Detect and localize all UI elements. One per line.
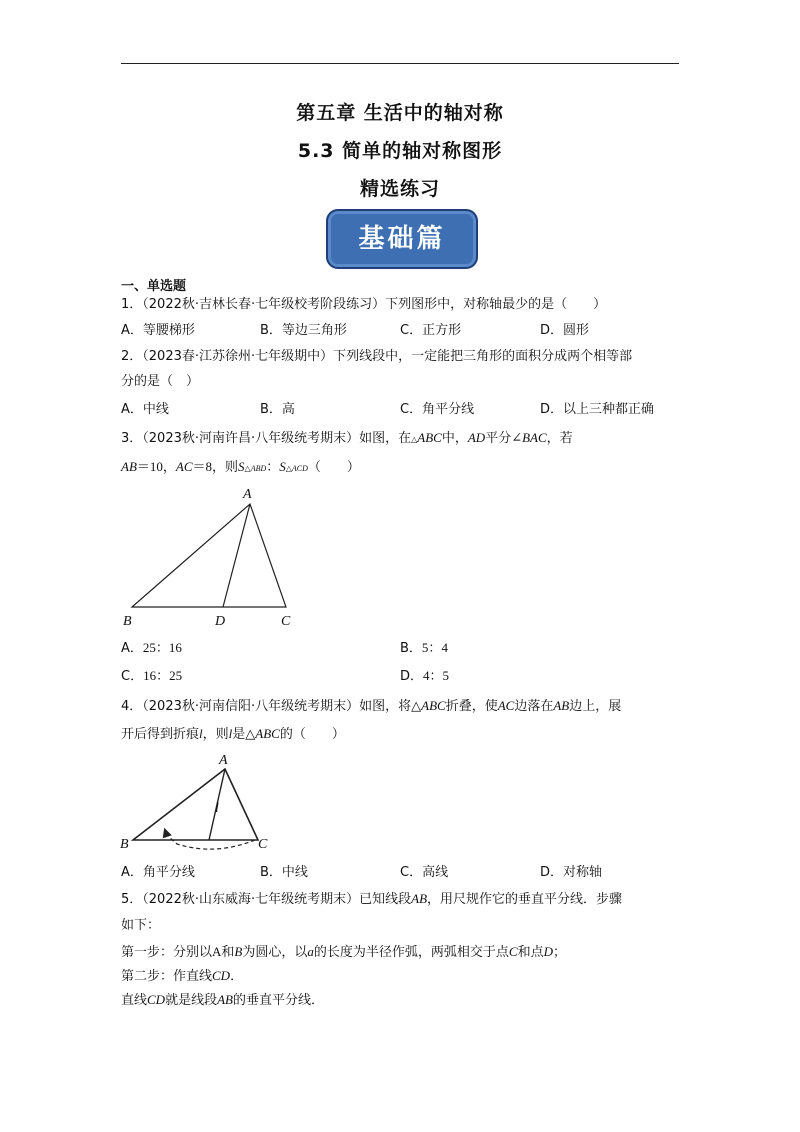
line-cd: CD — [212, 968, 231, 983]
option-left: 16 — [143, 668, 157, 683]
text: 为圆心，以 — [242, 945, 308, 960]
q3-stem-mid: 中， — [441, 431, 468, 446]
q3-stem-mid2: 平分 — [485, 431, 512, 446]
q5-step2 — [121, 967, 243, 986]
q3-angle: ∠BAC — [511, 430, 547, 445]
q2-option-a: A．中线 — [121, 402, 169, 417]
q1-option-d: D．圆形 — [540, 323, 590, 338]
q3-s2: S — [279, 459, 286, 474]
q3-stem-prefix: 3．（2023秋·河南许昌·八年级统考期末）如图，在 — [121, 431, 412, 446]
option-right: 25 — [169, 668, 183, 683]
q5-stem-line1 — [121, 890, 622, 909]
q4-l2-tri: △ABC — [245, 726, 280, 741]
q4-option-d: D．对称轴 — [540, 865, 603, 880]
option-sep: ： — [428, 641, 442, 656]
option-sep: ： — [429, 669, 443, 684]
q4-l2-prefix: 开后得到折痕 — [121, 727, 200, 742]
label-b: B — [120, 837, 129, 852]
chapter-title: 第五章 生活中的轴对称 — [296, 102, 504, 124]
option-letter: D． — [400, 669, 424, 684]
q3-eq1: ＝10， — [136, 459, 176, 474]
point-d: D — [543, 944, 553, 959]
text: 直线 — [121, 993, 148, 1008]
q3-stem-line2 — [121, 458, 360, 478]
q2-option-b: B．高 — [260, 402, 295, 417]
q4-prefix: 4．（2023秋·河南信阳·八年级统考期末）如图，将 — [121, 699, 412, 714]
q3-option-a — [121, 639, 182, 658]
triangle-abc — [133, 769, 258, 840]
text: 第二步：作直线 — [121, 969, 213, 984]
line-cd: CD — [147, 992, 166, 1007]
label-d: D — [215, 614, 226, 629]
option-left: 5 — [421, 640, 429, 655]
text: ． — [230, 969, 244, 984]
option-left: 4 — [423, 668, 430, 683]
text: 第一步：分别以 — [121, 945, 213, 960]
q4-stem-line2 — [121, 725, 345, 744]
option-right: 5 — [442, 668, 450, 683]
q4-option-a: A．角平分线 — [121, 865, 195, 880]
q4-mid2: 边落在 — [514, 699, 554, 714]
q5-stem-line2: 如下： — [121, 918, 161, 933]
q3-option-c — [121, 667, 182, 686]
q4-l2-end: 的（ ） — [279, 727, 345, 742]
point-a: A — [212, 944, 222, 959]
q3-option-b — [400, 639, 448, 658]
label-l: l — [215, 801, 219, 816]
option-left: 25 — [142, 640, 156, 655]
q5-prefix: 5．（2022秋·山东威海·七年级统考期末）已知线段 — [121, 892, 412, 907]
option-sep: ： — [156, 669, 170, 684]
label-c: C — [281, 614, 291, 629]
segment-ad — [223, 504, 250, 607]
option-letter: A． — [121, 641, 143, 656]
q4-fold-figure — [115, 752, 285, 856]
q1-option-c: C．正方形 — [400, 323, 462, 338]
q4-l2-mid2: 是 — [232, 727, 246, 742]
q3-ac: AC — [175, 459, 193, 474]
q1-option-a: A．等腰梯形 — [121, 323, 195, 338]
q2-option-c: C．角平分线 — [400, 402, 475, 417]
q5-ab: AB — [411, 891, 428, 906]
text: 的垂直平分线． — [232, 993, 324, 1008]
q2-option-d: D．以上三种都正确 — [540, 402, 655, 417]
basic-level-badge: 基础篇 — [326, 209, 478, 269]
q4-option-b: B．中线 — [260, 865, 308, 880]
q3-sub2: △ACD — [285, 464, 308, 473]
segment-ab: AB — [217, 992, 233, 1007]
header-rule — [121, 63, 679, 64]
q4-option-c: C．高线 — [400, 865, 449, 880]
q3-triangle-figure — [115, 482, 305, 632]
text: 就是线段 — [165, 993, 218, 1008]
q3-option-d — [400, 667, 449, 686]
length-a: a — [307, 944, 314, 959]
practice-subtitle: 精选练习 — [359, 178, 440, 200]
q1-option-b: B．等边三角形 — [260, 323, 347, 338]
q3-sub1: △ABD — [244, 464, 267, 473]
q1-stem: 1．（2022秋·吉林长春·七年级校考阶段练习）下列图形中，对称轴最少的是（ ） — [121, 297, 607, 312]
q5-step1 — [121, 943, 566, 962]
q4-stem-line1 — [121, 697, 621, 716]
option-letter: B． — [400, 641, 422, 656]
q4-l2-mid: ，则 — [202, 727, 229, 742]
option-right: 4 — [441, 640, 448, 655]
q3-stem-end: ，若 — [546, 431, 573, 446]
q2-stem-line1: 2．（2023春·江苏徐州·七年级期中）下列线段中，一定能把三角形的面积分成两个相等部 — [121, 349, 633, 364]
q4-ac: AC — [497, 698, 515, 713]
q2-stem-line2: 分的是（ ） — [121, 374, 200, 389]
label-b: B — [123, 614, 132, 629]
q3-paren: （ ） — [307, 460, 360, 475]
q4-ab: AB — [553, 698, 570, 713]
text: 的长度为半径作弧，两弧相交于点 — [313, 945, 509, 960]
option-letter: C． — [121, 669, 144, 684]
q3-eq2: ＝8，则 — [192, 459, 239, 474]
q4-l: l — [199, 726, 203, 741]
label-a: A — [243, 487, 252, 502]
triangle-symbol: △ — [411, 435, 418, 444]
q3-s1: S — [238, 459, 245, 474]
section-title: 5.3 简单的轴对称图形 — [297, 140, 503, 162]
q3-abc: ABC — [417, 430, 442, 445]
q4-tri: △ABC — [411, 698, 446, 713]
text: 和 — [221, 945, 235, 960]
section-heading: 一、单选题 — [121, 279, 187, 294]
q3-ad: AD — [467, 430, 486, 445]
q4-end: 边上，展 — [569, 699, 622, 714]
q3-stem-line1 — [121, 429, 573, 449]
q3-colon: ： — [266, 460, 280, 475]
text: ； — [552, 945, 566, 960]
option-sep: ： — [155, 641, 169, 656]
text: 和点 — [517, 945, 544, 960]
label-a: A — [219, 753, 228, 768]
q5-end: ，用尺规作它的垂直平分线．步骤 — [427, 892, 623, 907]
q3-ab: AB — [121, 459, 137, 474]
q4-l2: l — [228, 726, 233, 741]
option-right: 16 — [168, 640, 182, 655]
q4-mid: 折叠，使 — [445, 699, 498, 714]
triangle-abc — [132, 504, 286, 607]
point-b: B — [234, 944, 243, 959]
q5-conclusion — [121, 991, 324, 1010]
label-c: C — [258, 837, 268, 852]
point-c: C — [508, 944, 518, 959]
